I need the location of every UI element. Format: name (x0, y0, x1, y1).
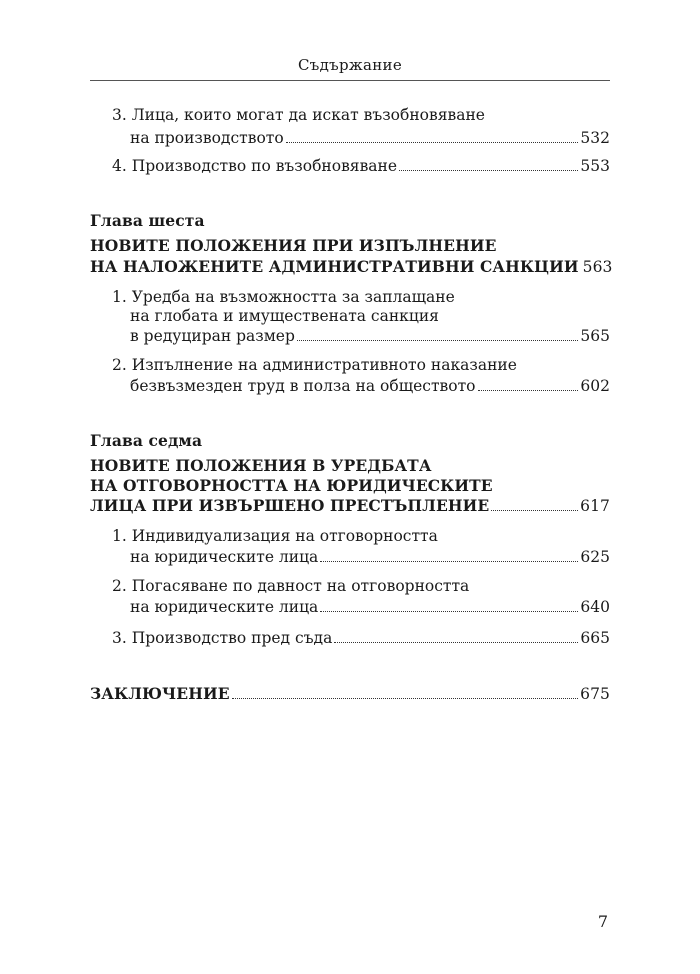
toc-page-number: 665 (580, 629, 610, 647)
toc-page-number: 617 (580, 497, 610, 515)
dot-leader (286, 141, 579, 143)
toc-entry-7-1-last-line[interactable] (130, 547, 610, 567)
toc-page-number: 553 (580, 157, 610, 175)
chapter-seven-title-line-2: НА ОТГОВОРНОСТТА НА ЮРИДИЧЕСКИТЕ (90, 476, 493, 495)
page-number: 7 (597, 912, 608, 931)
chapter-six-title-line-2: НА НАЛОЖЕНИТЕ АДМИНИСТРАТИВНИ САНКЦИИ (90, 257, 579, 276)
toc-entry-6-1-line-3: в редуциран размер (130, 327, 295, 345)
dot-leader (491, 509, 578, 511)
dot-leader (334, 641, 578, 643)
toc-page-number: 532 (580, 129, 610, 147)
dot-leader (232, 697, 578, 699)
toc-entry-4[interactable] (112, 156, 610, 176)
chapter-seven-title-line-1: НОВИТЕ ПОЛОЖЕНИЯ В УРЕДБАТА (90, 456, 432, 475)
header-divider (90, 80, 610, 81)
toc-page-number: 602 (580, 377, 610, 395)
dot-leader (478, 389, 579, 391)
chapter-seven-title-last-line[interactable] (90, 496, 610, 516)
toc-entry-7-1-line-2: на юридическите лица (130, 548, 319, 566)
toc-entry-6-1-line-2: на глобата и имуществената санкция (130, 307, 439, 325)
chapter-six-label: Глава шеста (90, 211, 205, 230)
toc-entry-6-2-line-2: безвъзмезден труд в полза на обществото (130, 377, 476, 395)
chapter-six-title-line-1: НОВИТЕ ПОЛОЖЕНИЯ ПРИ ИЗПЪЛНЕНИЕ (90, 236, 497, 255)
toc-entry-4-title: 4. Производство по възобновяване (112, 157, 398, 175)
toc-entry-7-3-title: 3. Производство пред съда (112, 629, 333, 647)
toc-entry-7-2-last-line[interactable] (130, 597, 610, 617)
toc-entry-3-line-2: на производството (130, 129, 284, 147)
toc-entry-6-1-last-line[interactable] (130, 326, 610, 346)
toc-entry-6-2-last-line[interactable] (130, 376, 610, 396)
chapter-six-title-last-line[interactable] (90, 257, 613, 277)
toc-entry-7-2-line-1: 2. Погасяване по давност на отговорността (112, 577, 470, 595)
toc-page-number: 675 (580, 685, 610, 703)
toc-page-number: 625 (580, 548, 610, 566)
toc-entry-6-2-line-1: 2. Изпълнение на административното наказание (112, 356, 517, 374)
toc-entry-6-1-line-1: 1. Уредба на възможността за заплащане (112, 288, 455, 306)
toc-entry-3-line-1: 3. Лица, които могат да искат възобновяване (112, 106, 485, 124)
toc-page-number: 640 (580, 598, 610, 616)
toc-page-number: 565 (580, 327, 610, 345)
running-head: Съдържание (297, 56, 402, 74)
toc-conclusion[interactable] (90, 684, 610, 704)
toc-conclusion-title: ЗАКЛЮЧЕНИЕ (90, 684, 230, 703)
dot-leader (297, 339, 579, 341)
toc-entry-7-3[interactable] (112, 628, 610, 648)
dot-leader (399, 169, 578, 171)
toc-page-number: 563 (582, 258, 613, 276)
toc-entry-3-last-line[interactable] (130, 128, 610, 148)
dot-leader (320, 560, 578, 562)
chapter-seven-label: Глава седма (90, 431, 203, 450)
dot-leader (320, 610, 578, 612)
toc-entry-7-2-line-2: на юридическите лица (130, 598, 319, 616)
chapter-seven-title-line-3: ЛИЦА ПРИ ИЗВЪРШЕНО ПРЕСТЪПЛЕНИЕ (90, 496, 490, 515)
toc-entry-7-1-line-1: 1. Индивидуализация на отговорността (112, 527, 438, 545)
